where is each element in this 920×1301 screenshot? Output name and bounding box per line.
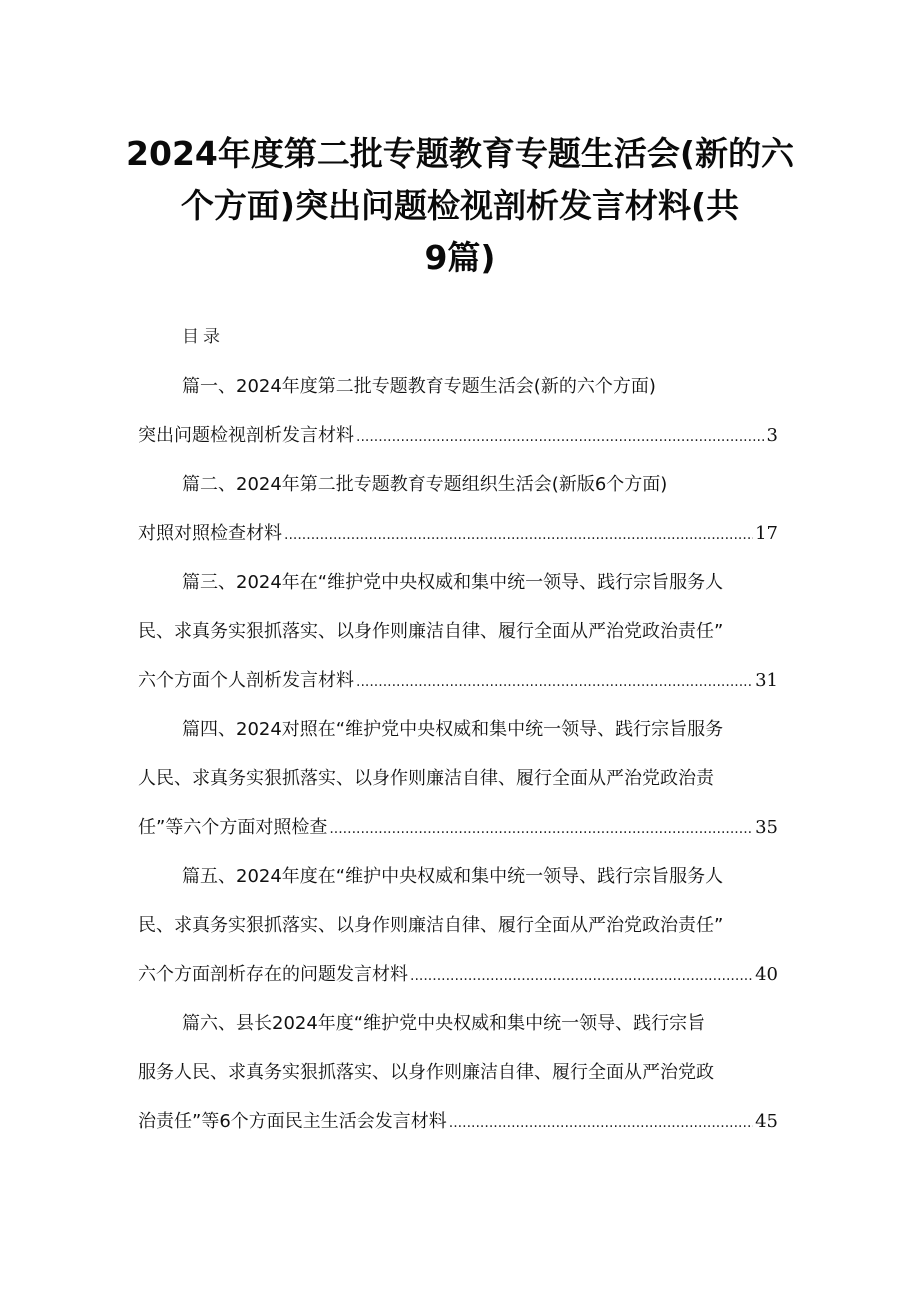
toc-page-number: 40 xyxy=(755,964,778,985)
toc-entry-final-line xyxy=(138,1097,778,1146)
toc-entry-line: 治责任”等6个方面民主生活会发言材料 xyxy=(138,1111,447,1132)
toc-entry-6[interactable] xyxy=(138,999,778,1146)
toc-page-number: 31 xyxy=(755,670,778,691)
toc-entry-line: 人民、求真务实狠抓落实、以身作则廉洁自律、履行全面从严治党政治责 xyxy=(138,768,714,789)
toc-entry-line: 篇五、2024年度在“维护中央权威和集中统一领导、践行宗旨服务人 xyxy=(182,866,724,887)
title-line: 2024年度第二批专题教育专题生活会(新的六 xyxy=(126,134,794,173)
toc-entry-2[interactable] xyxy=(138,460,778,558)
toc-entry-final-line xyxy=(138,656,778,705)
toc-page-number: 35 xyxy=(755,817,778,838)
toc-page-number: 3 xyxy=(766,425,778,446)
toc-entry-3[interactable] xyxy=(138,558,778,705)
toc-entry-line: 对照对照检查材料 xyxy=(138,523,282,544)
title-line: 个方面)突出问题检视剖析发言材料(共 xyxy=(180,186,740,225)
toc-heading: 目录 xyxy=(182,327,224,347)
toc-entry-line: 六个方面剖析存在的问题发言材料 xyxy=(138,964,408,985)
toc-entry-line: 六个方面个人剖析发言材料 xyxy=(138,670,354,691)
toc-entry-line: 突出问题检视剖析发言材料 xyxy=(138,425,354,446)
toc-entry-line: 民、求真务实狠抓落实、以身作则廉洁自律、履行全面从严治党政治责任” xyxy=(138,915,724,936)
dot-leader xyxy=(410,952,753,1001)
dot-leader xyxy=(329,805,753,854)
toc-entry-line: 服务人民、求真务实狠抓落实、以身作则廉洁自律、履行全面从严治党政 xyxy=(138,1062,714,1083)
toc-entry-line: 任”等六个方面对照检查 xyxy=(138,817,328,838)
dot-leader xyxy=(356,658,753,707)
toc-entry-final-line xyxy=(138,509,778,558)
toc-entry-5[interactable] xyxy=(138,852,778,999)
toc-entry-1[interactable] xyxy=(138,362,778,460)
toc-entry-line: 篇三、2024年在“维护党中央权威和集中统一领导、践行宗旨服务人 xyxy=(182,572,724,593)
toc-entry-line: 篇二、2024年第二批专题教育专题组织生活会(新版6个方面) xyxy=(182,474,668,495)
toc-page-number: 45 xyxy=(755,1111,778,1132)
toc-page-number: 17 xyxy=(755,523,778,544)
dot-leader xyxy=(284,511,753,560)
toc-entry-line: 篇四、2024对照在“维护党中央权威和集中统一领导、践行宗旨服务 xyxy=(182,719,724,740)
dot-leader xyxy=(449,1099,753,1148)
toc-entry-final-line xyxy=(138,803,778,852)
toc-entry-final-line xyxy=(138,950,778,999)
toc-entry-line: 篇一、2024年度第二批专题教育专题生活会(新的六个方面) xyxy=(182,376,656,397)
title-line: 9篇) xyxy=(424,238,496,277)
document-title xyxy=(110,128,810,284)
toc-entry-line: 篇六、县长2024年度“维护党中央权威和集中统一领导、践行宗旨 xyxy=(182,1013,706,1034)
toc-entry-line: 民、求真务实狠抓落实、以身作则廉洁自律、履行全面从严治党政治责任” xyxy=(138,621,724,642)
table-of-contents xyxy=(138,362,778,1146)
toc-entry-final-line xyxy=(138,411,778,460)
toc-entry-4[interactable] xyxy=(138,705,778,852)
dot-leader xyxy=(356,413,765,462)
